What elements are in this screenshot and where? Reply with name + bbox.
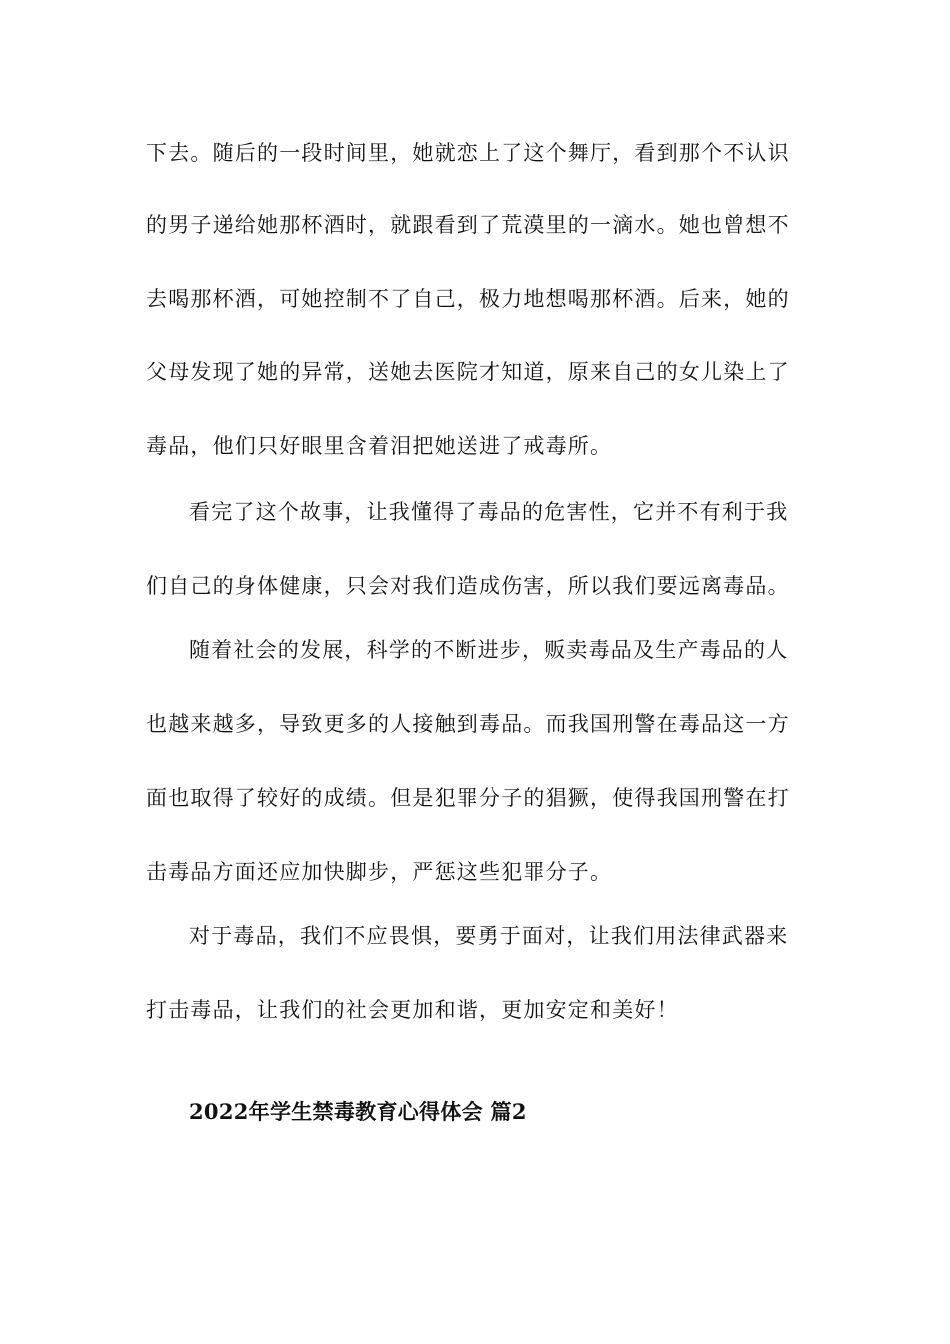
text-line: 们自己的身体健康，只会对我们造成伤害，所以我们要远离毒品。 — [146, 574, 790, 598]
text-line: 父母发现了她的异常，送她去医院才知道，原来自己的女儿染上了 — [146, 360, 790, 384]
text-line: 面也取得了较好的成绩。但是犯罪分子的猖獗，使得我国刑警在打 — [146, 786, 790, 810]
text-line: 去喝那杯酒，可她控制不了自己，极力地想喝那杯酒。后来，她的 — [146, 287, 790, 311]
paragraph-first-line: 对于毒品，我们不应畏惧，要勇于面对，让我们用法律武器来 — [189, 924, 789, 948]
text-line: 下去。随后的一段时间里，她就恋上了这个舞厅，看到那个不认识 — [146, 141, 790, 165]
section-heading: 2022年学生禁毒教育心得体会 篇2 — [189, 1099, 527, 1124]
text-line: 的男子递给她那杯酒时，就跟看到了荒漠里的一滴水。她也曾想不 — [146, 213, 790, 237]
text-line: 打击毒品，让我们的社会更加和谐，更加安定和美好！ — [146, 998, 679, 1022]
text-line: 击毒品方面还应加快脚步，严惩这些犯罪分子。 — [146, 860, 613, 884]
text-line: 也越来越多，导致更多的人接触到毒品。而我国刑警在毒品这一方 — [146, 712, 790, 736]
paragraph-first-line: 随着社会的发展，科学的不断进步，贩卖毒品及生产毒品的人 — [189, 638, 789, 662]
text-line: 毒品，他们只好眼里含着泪把她送进了戒毒所。 — [146, 434, 613, 458]
paragraph-first-line: 看完了这个故事，让我懂得了毒品的危害性，它并不有利于我 — [189, 500, 789, 524]
